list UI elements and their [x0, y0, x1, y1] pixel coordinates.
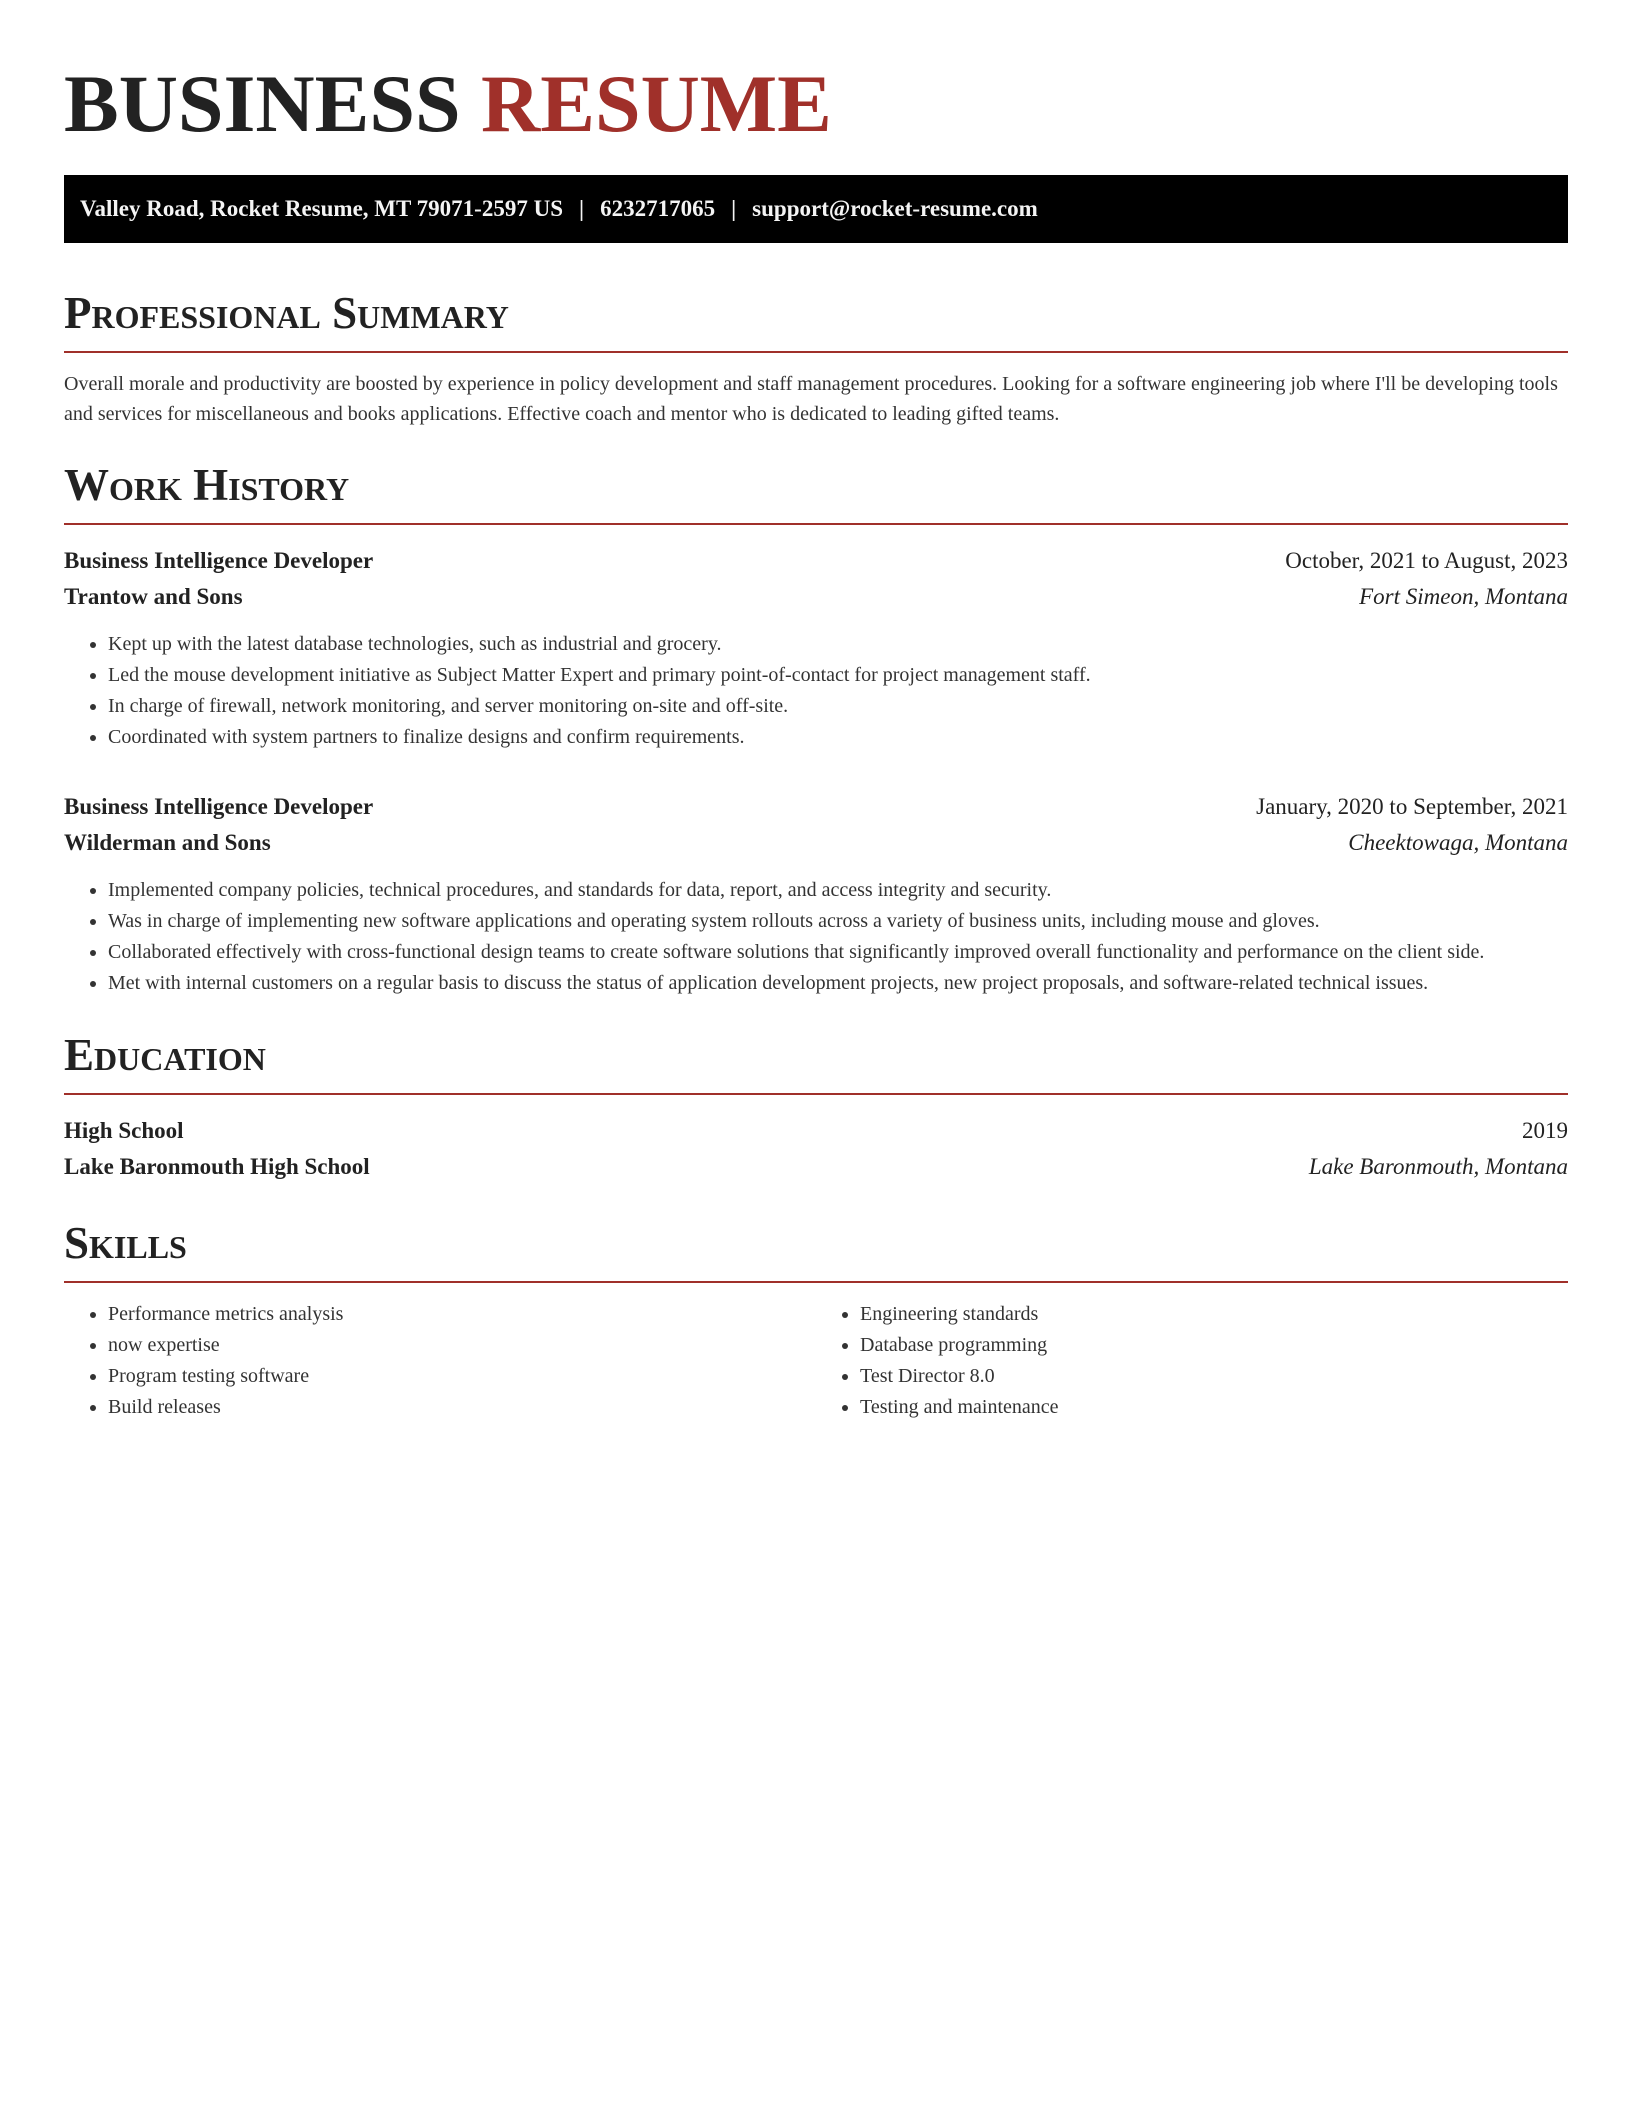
- education-degree: High School: [64, 1118, 184, 1143]
- skills-heading: Skills: [64, 1217, 1568, 1283]
- work-heading: Work History: [64, 459, 1568, 525]
- job-bullet: • Implemented company policies, technical procedures, and standards for data, report, and access integrity and security.: [108, 875, 1568, 906]
- job-company: Trantow and Sons: [64, 584, 243, 609]
- job-dates: October, 2021 to August, 2023: [1285, 548, 1568, 573]
- contact-separator: |: [731, 196, 737, 221]
- job-bullet: • Collaborated effectively with cross-functional design teams to create software solutions that significantly improved overall functionality and performance on the client side.: [108, 937, 1568, 968]
- skill-item: • now expertise: [108, 1330, 816, 1361]
- education-school: Lake Baronmouth High School: [64, 1154, 370, 1179]
- skills-list-left: [64, 1299, 816, 1423]
- education-heading: Education: [64, 1029, 1568, 1095]
- summary-heading: Professional Summary: [64, 287, 1568, 353]
- skills-section: [64, 1217, 1568, 1423]
- resume-title: [64, 56, 1568, 152]
- job-bullets: [64, 875, 1568, 999]
- skill-item: • Database programming: [860, 1330, 1568, 1361]
- job-bullet: • Coordinated with system partners to finalize designs and confirm requirements.: [108, 722, 1568, 753]
- job-bullet: • Led the mouse development initiative as Subject Matter Expert and primary point-of-contact for project management staff.: [108, 660, 1568, 691]
- skills-list-right: [816, 1299, 1568, 1423]
- education-year: 2019: [1522, 1118, 1568, 1143]
- contact-separator: |: [579, 196, 585, 221]
- job-bullet: • Met with internal customers on a regular basis to discuss the status of application development projects, new project proposals, and software-related technical issues.: [108, 968, 1568, 999]
- education-location: Lake Baronmouth, Montana: [1308, 1154, 1568, 1179]
- job-bullet: • In charge of firewall, network monitoring, and server monitoring on-site and off-site.: [108, 691, 1568, 722]
- job-bullets: [64, 629, 1568, 753]
- job-entry: [64, 543, 1568, 753]
- education-section: [64, 1029, 1568, 1185]
- job-location: Fort Simeon, Montana: [1359, 584, 1568, 609]
- skill-item: • Performance metrics analysis: [108, 1299, 816, 1330]
- contact-address: Valley Road, Rocket Resume, MT 79071-2597 US: [80, 196, 563, 221]
- summary-text: Overall morale and productivity are boosted by experience in policy development and staff management procedures. Looking for a software engineering job where I'll be developing tools and services for miscellaneous and books applications. Effective coach and mentor who is dedicated to leading gifted teams.: [64, 373, 1558, 425]
- job-bullet: • Was in charge of implementing new software applications and operating system rollouts across a variety of business units, including mouse and gloves.: [108, 906, 1568, 937]
- contact-email: support@rocket-resume.com: [752, 196, 1038, 221]
- contact-phone: 6232717065: [600, 196, 716, 221]
- job-entry: [64, 789, 1568, 999]
- education-entry: [64, 1113, 1568, 1185]
- job-dates: January, 2020 to September, 2021: [1256, 794, 1568, 819]
- skills-columns: [64, 1299, 1568, 1423]
- job-title: Business Intelligence Developer: [64, 548, 374, 573]
- summary-section: [64, 287, 1568, 429]
- job-location: Cheektowaga, Montana: [1348, 830, 1568, 855]
- skill-item: • Build releases: [108, 1392, 816, 1423]
- title-word-resume: RESUME: [481, 58, 832, 149]
- skill-item: • Testing and maintenance: [860, 1392, 1568, 1423]
- job-company: Wilderman and Sons: [64, 830, 271, 855]
- skill-item: • Test Director 8.0: [860, 1361, 1568, 1392]
- job-bullet: • Kept up with the latest database technologies, such as industrial and grocery.: [108, 629, 1568, 660]
- job-title: Business Intelligence Developer: [64, 794, 374, 819]
- work-section: [64, 459, 1568, 999]
- skill-item: • Engineering standards: [860, 1299, 1568, 1330]
- title-word-business: BUSINESS: [64, 58, 461, 149]
- skill-item: • Program testing software: [108, 1361, 816, 1392]
- contact-bar: [64, 175, 1568, 243]
